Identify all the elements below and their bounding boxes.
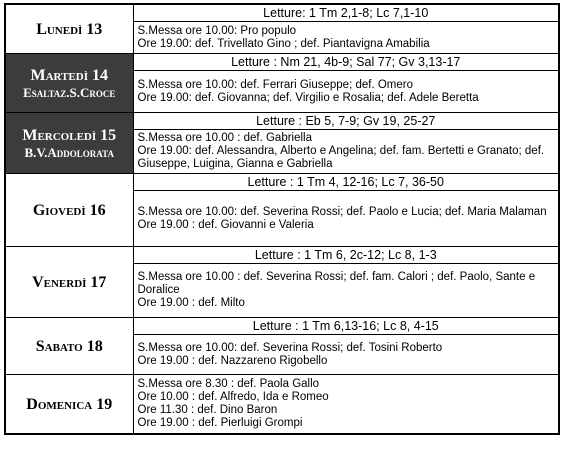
day-name: Giovedì 16 (32, 201, 106, 219)
mass-intention-line: S.Messa ore 10.00 : def. Gabriella (137, 132, 313, 144)
mass-intention-line: S.Messa ore 10.00: def. Severina Rossi; def. Paolo e Lucia; def. Maria Malaman (137, 205, 547, 218)
readings-cell: Letture : 1 Tm 6, 2c-12; Lc 8, 1-3 (133, 247, 559, 264)
mass-intentions-cell (133, 335, 559, 375)
mass-intentions-cell (133, 22, 559, 54)
mass-intention-line: S.Messa ore 10.00: def. Ferrari Giuseppe; def. Omero (137, 78, 413, 91)
readings-cell: Letture : 1 Tm 4, 12-16; Lc 7, 36-50 (133, 174, 559, 191)
mass-intention-line: Ore 19.00 : def. Giovanni e Valeria (137, 218, 314, 231)
mass-intention-line: S.Messa ore 10.00 : def. Severina Rossi; def. fam. Calori ; def. Paolo, Sante e Doralice (137, 271, 536, 296)
mass-intention-line: S.Messa ore 10.00: def. Severina Rossi; def. Tosini Roberto (137, 341, 443, 354)
mass-intention-line: Ore 19.00: def. Trivellato Gino ; def. Piantavigna Amabilia (137, 37, 430, 50)
day-row (5, 113, 559, 130)
mass-intention-line: Ore 19.00: def. Alessandra, Alberto e Angelina; def. fam. Bertetti e Granato; def. Giuseppe, Luigina, Gianna e Gabriella (137, 145, 545, 170)
day-label-cell (5, 318, 133, 375)
day-row (5, 174, 559, 191)
day-row (5, 318, 559, 335)
day-name: Domenica 19 (26, 395, 113, 413)
mass-intention-line: S.Messa ore 8.30 : def. Paola Gallo (137, 378, 320, 390)
day-label-cell (5, 375, 133, 435)
weekly-mass-schedule-table (4, 3, 560, 435)
day-name: Martedì 14 (30, 66, 108, 84)
day-row (5, 247, 559, 264)
day-label-cell (5, 54, 133, 113)
day-name: Sabato 18 (35, 337, 103, 355)
day-row (5, 375, 559, 435)
mass-intentions-cell (133, 71, 559, 113)
schedule-body (5, 4, 559, 434)
mass-intention-line: Ore 11.30 : def. Dino Baron (137, 404, 278, 416)
day-name: Mercoledì 15 (22, 126, 117, 144)
day-label-cell (5, 4, 133, 54)
day-row (5, 54, 559, 71)
day-name: Venerdì 17 (32, 273, 107, 291)
mass-intention-line: Ore 19.00 : def. Pierluigi Grompi (137, 417, 303, 429)
day-label-cell (5, 174, 133, 247)
mass-intention-line: S.Messa ore 10.00: Pro populo (137, 24, 297, 37)
day-name: Lunedì 13 (36, 20, 103, 38)
mass-intentions-cell (133, 130, 559, 174)
mass-intentions-cell (133, 191, 559, 247)
mass-intention-line: Ore 19.00: def. Giovanna; def. Virgilio e Rosalia; def. Adele Beretta (137, 91, 479, 104)
readings-cell: Letture : Eb 5, 7-9; Gv 19, 25-27 (133, 113, 559, 130)
mass-intention-line: Ore 19.00 : def. Milto (137, 297, 245, 309)
mass-intentions-cell (133, 264, 559, 318)
readings-cell: Letture : 1 Tm 6,13-16; Lc 8, 4-15 (133, 318, 559, 335)
day-label-cell (5, 113, 133, 174)
mass-intention-line: Ore 10.00 : def. Alfredo, Ida e Romeo (137, 391, 329, 403)
readings-cell: Letture : Nm 21, 4b-9; Sal 77; Gv 3,13-17 (133, 54, 559, 71)
mass-intentions-cell (133, 375, 559, 435)
day-label-cell (5, 247, 133, 318)
feast-name: B.V.Addolorata (24, 144, 114, 160)
day-row (5, 4, 559, 22)
mass-intention-line: Ore 19.00 : def. Nazzareno Rigobello (137, 354, 328, 367)
feast-name: Esaltaz.S.Croce (23, 84, 116, 100)
readings-cell: Letture: 1 Tm 2,1-8; Lc 7,1-10 (133, 4, 559, 22)
